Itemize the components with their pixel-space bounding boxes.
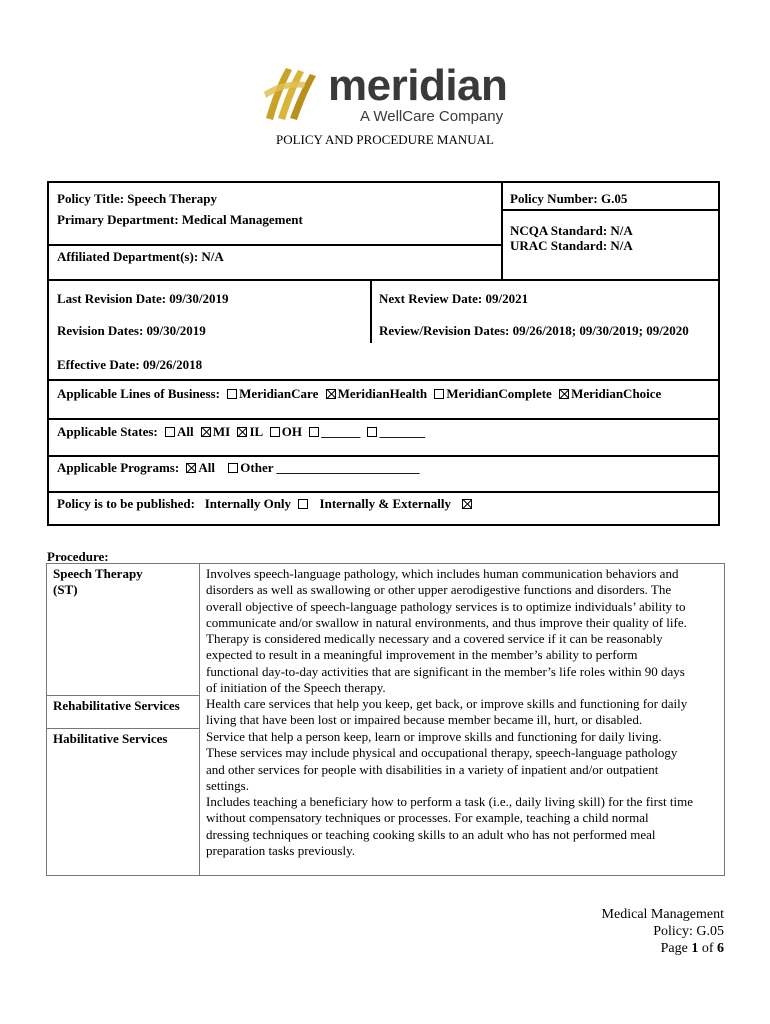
option-state-blank-2: _______ [379, 424, 425, 439]
desc-line: and other services for people with disabilities in a variety of inpatient and/or outpatient [206, 761, 659, 777]
desc-line: expected to result in a meaningful improvement in the member’s ability to perform [206, 647, 638, 663]
applicable-states-label: Applicable States: [57, 424, 158, 439]
option-state-oh: OH [281, 424, 302, 439]
term-habilitative-services: Habilitative Services [53, 731, 168, 746]
desc-line: settings. [206, 777, 249, 793]
term-rehabilitative-services: Rehabilitative Services [53, 698, 180, 713]
desc-line: disorders as well as swallowing or other upper aerodigestive functions and disorders. The [206, 582, 672, 598]
desc-line: overall objective of speech-language pathology services is to optimize individuals’ ability to [206, 598, 686, 614]
desc-line: of initiation of the Speech therapy. [206, 680, 386, 696]
option-state-mi: MI [212, 424, 231, 439]
brand-name: meridian [328, 61, 508, 110]
desc-line: Therapy is considered medically necessary and a covered service if it can be reasonably [206, 631, 663, 647]
published-external-label: Internally & Externally [319, 496, 451, 511]
primary-department: Primary Department: Medical Management [57, 212, 303, 227]
desc-line: living that have been lost or impaired because member became ill, hurt, or disabled. [206, 712, 643, 728]
desc-line: These services may include physical and occupational therapy, speech-language pathology [206, 745, 678, 761]
desc-habilitative-services [206, 729, 726, 859]
lines-of-business-label: Applicable Lines of Business: [57, 386, 220, 401]
term-speech-therapy: Speech Therapy (ST) [53, 566, 143, 597]
procedure-table [46, 563, 725, 876]
policy-info-box [47, 181, 720, 526]
applicable-programs-label: Applicable Programs: [57, 460, 180, 475]
effective-date: Effective Date: 09/26/2018 [57, 357, 203, 372]
published-internal-label: Internally Only [204, 496, 292, 511]
urac-standard: URAC Standard: N/A [510, 238, 633, 253]
checkbox-state-all[interactable] [165, 427, 175, 437]
manual-title: POLICY AND PROCEDURE MANUAL [275, 132, 494, 147]
review-revision-dates: Review/Revision Dates: 09/26/2018; 09/30/2019; 09/2020 [379, 323, 689, 338]
option-meridianhealth: MeridianHealth [337, 386, 428, 401]
desc-rehabilitative-services [206, 696, 726, 729]
brand-tagline: A WellCare Company [360, 108, 504, 125]
checkbox-state-other-2[interactable] [367, 427, 377, 437]
option-state-il: IL [249, 424, 263, 439]
option-meridiancomplete: MeridianComplete [446, 386, 552, 401]
revision-dates: Revision Dates: 09/30/2019 [57, 323, 206, 338]
desc-line: Health care services that help you keep, get back, or improve skills and functioning for daily [206, 696, 688, 711]
page-total: 6 [717, 941, 724, 956]
policy-title: Policy Title: Speech Therapy [57, 191, 217, 206]
option-program-all: All [198, 460, 216, 475]
footer-policy: Policy: G.05 [653, 924, 724, 939]
desc-line: functional day-to-day activities that are significant in the member’s life roles within 90 days [206, 663, 685, 679]
checkbox-state-other-1[interactable] [309, 427, 319, 437]
checkbox-meridianhealth[interactable] [326, 389, 336, 399]
published-label: Policy is to be published: [57, 496, 195, 511]
desc-line: dressing techniques or teaching cooking skills to an adult who has not performed meal [206, 826, 656, 842]
desc-line: communicate and/or swallow in natural environments, and thus improve their quality of life. [206, 614, 687, 630]
footer-page [602, 940, 724, 957]
ncqa-standard: NCQA Standard: N/A [510, 223, 633, 238]
policy-number: Policy Number: G.05 [510, 191, 628, 206]
desc-line: Service that help a person keep, learn or improve skills and functioning for daily living. [206, 729, 662, 744]
desc-line: Includes teaching a beneficiary how to perform a task (i.e., daily living skill) for the first time [206, 794, 693, 810]
option-program-other: Other ______________________ [240, 460, 420, 475]
page-footer [602, 906, 724, 957]
checkbox-published-internal[interactable] [298, 499, 308, 509]
desc-line: Involves speech-language pathology, which includes human communication behaviors and [206, 566, 679, 581]
footer-department: Medical Management [601, 907, 724, 922]
page-prefix: Page [660, 941, 692, 956]
published-row [57, 496, 474, 512]
applicable-states-row [57, 424, 425, 440]
checkbox-meridianchoice[interactable] [559, 389, 569, 399]
checkbox-meridiancomplete[interactable] [434, 389, 444, 399]
option-state-blank-1: ______ [321, 424, 361, 439]
page-of: of [698, 941, 717, 956]
option-meridiancare: MeridianCare [239, 386, 319, 401]
applicable-programs-row [57, 460, 420, 476]
next-review-date: Next Review Date: 09/2021 [379, 291, 529, 306]
last-revision-date: Last Revision Date: 09/30/2019 [57, 291, 229, 306]
meridian-logo [262, 60, 512, 130]
meridian-logo-mark-icon [262, 62, 324, 128]
desc-line: preparation tasks previously. [206, 843, 355, 859]
option-meridianchoice: MeridianChoice [571, 386, 662, 401]
lines-of-business-row [57, 386, 661, 402]
checkbox-published-external[interactable] [462, 499, 472, 509]
checkbox-program-other[interactable] [228, 463, 238, 473]
checkbox-state-oh[interactable] [270, 427, 280, 437]
checkbox-meridiancare[interactable] [227, 389, 237, 399]
desc-speech-therapy [206, 566, 726, 696]
procedure-label: Procedure: [47, 549, 109, 564]
option-state-all: All [177, 424, 194, 439]
checkbox-program-all[interactable] [186, 463, 196, 473]
checkbox-state-mi[interactable] [201, 427, 211, 437]
checkbox-state-il[interactable] [237, 427, 247, 437]
page-number: 1 [691, 941, 699, 956]
affiliated-departments: Affiliated Department(s): N/A [57, 249, 224, 264]
desc-line: without compensatory techniques or processes. For example, teaching a child normal [206, 810, 649, 826]
